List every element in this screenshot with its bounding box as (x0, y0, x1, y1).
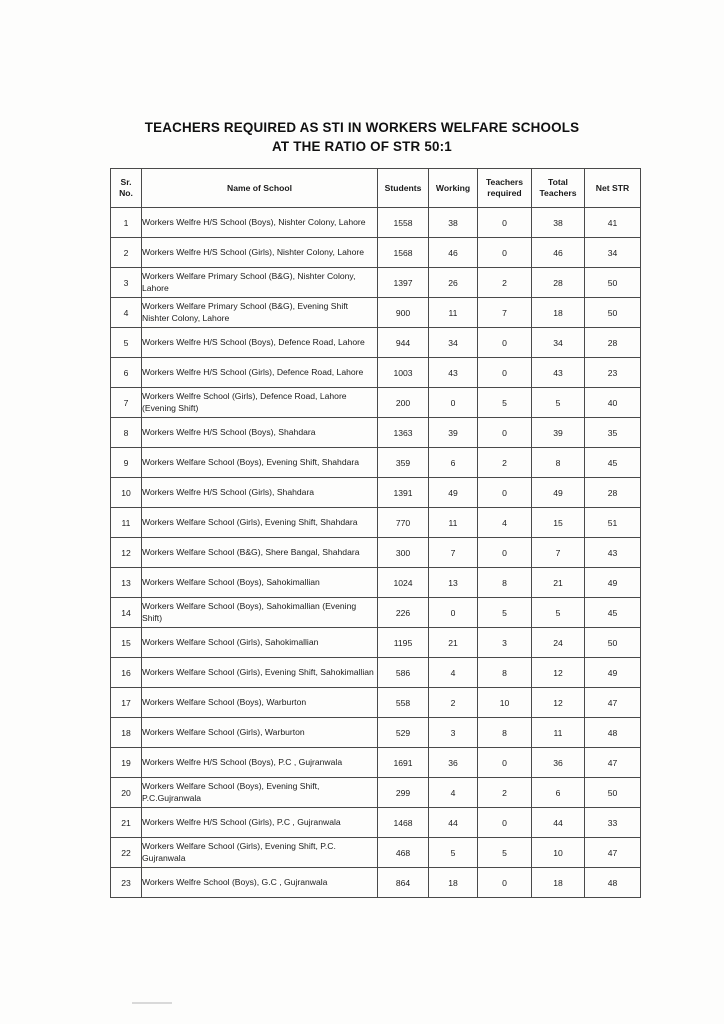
cell-total-teachers: 21 (532, 568, 585, 598)
cell-net-str: 47 (585, 688, 641, 718)
cell-school-name: Workers Welfare School (Boys), Sahokimallian (142, 568, 378, 598)
cell-net-str: 41 (585, 208, 641, 238)
cell-total-teachers: 18 (532, 868, 585, 898)
cell-sr-no: 6 (111, 358, 142, 388)
cell-working: 0 (429, 388, 478, 418)
cell-sr-no: 22 (111, 838, 142, 868)
cell-net-str: 48 (585, 868, 641, 898)
cell-net-str: 49 (585, 568, 641, 598)
cell-teachers-required: 7 (478, 298, 532, 328)
cell-total-teachers: 15 (532, 508, 585, 538)
header-required-line1: Teachers (485, 177, 524, 187)
cell-working: 13 (429, 568, 478, 598)
cell-working: 39 (429, 418, 478, 448)
header-working: Working (429, 169, 478, 208)
cell-school-name: Workers Welfare Primary School (B&G), Nishter Colony, Lahore (142, 268, 378, 298)
cell-net-str: 50 (585, 268, 641, 298)
header-required-line2: required (487, 188, 522, 198)
cell-total-teachers: 10 (532, 838, 585, 868)
cell-net-str: 48 (585, 718, 641, 748)
cell-total-teachers: 38 (532, 208, 585, 238)
cell-school-name: Workers Welfre H/S School (Girls), Shahdara (142, 478, 378, 508)
table-row (111, 598, 641, 628)
cell-net-str: 33 (585, 808, 641, 838)
cell-working: 11 (429, 508, 478, 538)
cell-net-str: 47 (585, 748, 641, 778)
cell-students: 359 (378, 448, 429, 478)
table-row (111, 208, 641, 238)
cell-net-str: 47 (585, 838, 641, 868)
cell-students: 558 (378, 688, 429, 718)
cell-sr-no: 12 (111, 538, 142, 568)
title-line-2: AT THE RATIO OF STR 50:1 (272, 139, 452, 154)
cell-students: 226 (378, 598, 429, 628)
cell-school-name: Workers Welfare School (Girls), Evening Shift, P.C. Gujranwala (142, 838, 378, 868)
cell-total-teachers: 43 (532, 358, 585, 388)
cell-teachers-required: 8 (478, 568, 532, 598)
cell-working: 5 (429, 838, 478, 868)
cell-sr-no: 19 (111, 748, 142, 778)
cell-working: 4 (429, 778, 478, 808)
page-title (0, 118, 724, 156)
cell-sr-no: 15 (111, 628, 142, 658)
cell-students: 468 (378, 838, 429, 868)
cell-total-teachers: 36 (532, 748, 585, 778)
cell-sr-no: 13 (111, 568, 142, 598)
cell-school-name: Workers Welfre H/S School (Girls), P.C , Gujranwala (142, 808, 378, 838)
cell-working: 4 (429, 658, 478, 688)
cell-total-teachers: 18 (532, 298, 585, 328)
cell-students: 1468 (378, 808, 429, 838)
header-sr-line1: Sr. (120, 177, 132, 187)
cell-sr-no: 2 (111, 238, 142, 268)
header-school-name: Name of School (142, 169, 378, 208)
cell-sr-no: 20 (111, 778, 142, 808)
cell-teachers-required: 0 (478, 238, 532, 268)
cell-teachers-required: 5 (478, 838, 532, 868)
cell-working: 3 (429, 718, 478, 748)
cell-students: 200 (378, 388, 429, 418)
cell-students: 1391 (378, 478, 429, 508)
cell-teachers-required: 5 (478, 388, 532, 418)
cell-working: 6 (429, 448, 478, 478)
table-row (111, 808, 641, 838)
cell-sr-no: 10 (111, 478, 142, 508)
schools-table (110, 168, 641, 898)
table-row (111, 418, 641, 448)
cell-students: 770 (378, 508, 429, 538)
cell-net-str: 51 (585, 508, 641, 538)
cell-students: 1003 (378, 358, 429, 388)
cell-school-name: Workers Welfare School (Girls), Evening Shift, Sahokimallian (142, 658, 378, 688)
table-row (111, 778, 641, 808)
table-row (111, 238, 641, 268)
cell-working: 34 (429, 328, 478, 358)
header-net-str: Net STR (585, 169, 641, 208)
cell-teachers-required: 0 (478, 328, 532, 358)
cell-total-teachers: 49 (532, 478, 585, 508)
table-row (111, 658, 641, 688)
cell-total-teachers: 34 (532, 328, 585, 358)
cell-net-str: 50 (585, 298, 641, 328)
cell-students: 1195 (378, 628, 429, 658)
cell-students: 1397 (378, 268, 429, 298)
cell-working: 2 (429, 688, 478, 718)
cell-students: 1024 (378, 568, 429, 598)
cell-students: 1691 (378, 748, 429, 778)
cell-school-name: Workers Welfare School (Girls), Evening Shift, Shahdara (142, 508, 378, 538)
cell-teachers-required: 0 (478, 478, 532, 508)
cell-students: 1558 (378, 208, 429, 238)
cell-working: 44 (429, 808, 478, 838)
cell-students: 864 (378, 868, 429, 898)
cell-teachers-required: 2 (478, 778, 532, 808)
table-row (111, 838, 641, 868)
cell-working: 0 (429, 598, 478, 628)
cell-total-teachers: 39 (532, 418, 585, 448)
cell-total-teachers: 5 (532, 388, 585, 418)
table-row (111, 688, 641, 718)
cell-students: 300 (378, 538, 429, 568)
cell-net-str: 23 (585, 358, 641, 388)
table-row (111, 268, 641, 298)
cell-working: 18 (429, 868, 478, 898)
cell-sr-no: 1 (111, 208, 142, 238)
cell-school-name: Workers Welfre H/S School (Boys), Shahdara (142, 418, 378, 448)
cell-working: 49 (429, 478, 478, 508)
header-total-line2: Teachers (539, 188, 577, 198)
cell-teachers-required: 0 (478, 868, 532, 898)
cell-students: 586 (378, 658, 429, 688)
cell-net-str: 50 (585, 778, 641, 808)
cell-sr-no: 7 (111, 388, 142, 418)
cell-net-str: 34 (585, 238, 641, 268)
cell-working: 11 (429, 298, 478, 328)
cell-sr-no: 9 (111, 448, 142, 478)
page-footer-mark (132, 1002, 172, 1004)
cell-teachers-required: 2 (478, 268, 532, 298)
cell-net-str: 28 (585, 328, 641, 358)
table-body (111, 208, 641, 898)
cell-working: 43 (429, 358, 478, 388)
cell-school-name: Workers Welfre H/S School (Girls), Nishter Colony, Lahore (142, 238, 378, 268)
table-header (111, 169, 641, 208)
cell-school-name: Workers Welfare School (B&G), Shere Bangal, Shahdara (142, 538, 378, 568)
cell-teachers-required: 0 (478, 538, 532, 568)
cell-sr-no: 14 (111, 598, 142, 628)
header-sr-line2: No. (119, 188, 133, 198)
cell-school-name: Workers Welfre School (Girls), Defence Road, Lahore (Evening Shift) (142, 388, 378, 418)
cell-teachers-required: 10 (478, 688, 532, 718)
cell-teachers-required: 0 (478, 418, 532, 448)
cell-school-name: Workers Welfare School (Boys), Evening Shift, P.C.Gujranwala (142, 778, 378, 808)
cell-sr-no: 18 (111, 718, 142, 748)
cell-school-name: Workers Welfre H/S School (Boys), Defence Road, Lahore (142, 328, 378, 358)
cell-total-teachers: 46 (532, 238, 585, 268)
cell-total-teachers: 12 (532, 658, 585, 688)
table-header-row (111, 169, 641, 208)
cell-sr-no: 16 (111, 658, 142, 688)
table-row (111, 448, 641, 478)
cell-teachers-required: 5 (478, 598, 532, 628)
cell-school-name: Workers Welfare School (Boys), Evening Shift, Shahdara (142, 448, 378, 478)
cell-working: 38 (429, 208, 478, 238)
cell-total-teachers: 6 (532, 778, 585, 808)
cell-working: 7 (429, 538, 478, 568)
cell-students: 529 (378, 718, 429, 748)
cell-net-str: 35 (585, 418, 641, 448)
header-teachers-required (478, 169, 532, 208)
cell-total-teachers: 28 (532, 268, 585, 298)
table-row (111, 568, 641, 598)
cell-teachers-required: 0 (478, 748, 532, 778)
cell-sr-no: 21 (111, 808, 142, 838)
cell-total-teachers: 5 (532, 598, 585, 628)
cell-school-name: Workers Welfre H/S School (Boys), Nishter Colony, Lahore (142, 208, 378, 238)
cell-working: 26 (429, 268, 478, 298)
cell-teachers-required: 2 (478, 448, 532, 478)
cell-sr-no: 11 (111, 508, 142, 538)
schools-table-container (110, 168, 633, 898)
cell-students: 1363 (378, 418, 429, 448)
header-sr-no (111, 169, 142, 208)
cell-teachers-required: 0 (478, 358, 532, 388)
cell-students: 900 (378, 298, 429, 328)
cell-total-teachers: 8 (532, 448, 585, 478)
cell-school-name: Workers Welfare School (Girls), Sahokimallian (142, 628, 378, 658)
header-students: Students (378, 169, 429, 208)
cell-net-str: 49 (585, 658, 641, 688)
cell-school-name: Workers Welfare Primary School (B&G), Evening Shift Nishter Colony, Lahore (142, 298, 378, 328)
table-row (111, 718, 641, 748)
cell-school-name: Workers Welfre School (Boys), G.C , Gujranwala (142, 868, 378, 898)
table-row (111, 478, 641, 508)
table-row (111, 748, 641, 778)
cell-teachers-required: 0 (478, 808, 532, 838)
cell-students: 1568 (378, 238, 429, 268)
header-total-line1: Total (548, 177, 568, 187)
cell-sr-no: 8 (111, 418, 142, 448)
cell-net-str: 50 (585, 628, 641, 658)
cell-sr-no: 17 (111, 688, 142, 718)
title-line-1: TEACHERS REQUIRED AS STI IN WORKERS WELFARE SCHOOLS (144, 120, 580, 135)
cell-working: 46 (429, 238, 478, 268)
table-row (111, 328, 641, 358)
cell-total-teachers: 11 (532, 718, 585, 748)
cell-net-str: 43 (585, 538, 641, 568)
cell-sr-no: 3 (111, 268, 142, 298)
cell-sr-no: 23 (111, 868, 142, 898)
cell-school-name: Workers Welfre H/S School (Boys), P.C , Gujranwala (142, 748, 378, 778)
cell-net-str: 45 (585, 448, 641, 478)
cell-total-teachers: 7 (532, 538, 585, 568)
cell-net-str: 45 (585, 598, 641, 628)
table-row (111, 868, 641, 898)
table-row (111, 628, 641, 658)
table-row (111, 388, 641, 418)
cell-sr-no: 5 (111, 328, 142, 358)
cell-teachers-required: 8 (478, 658, 532, 688)
cell-school-name: Workers Welfare School (Boys), Sahokimallian (Evening Shift) (142, 598, 378, 628)
cell-net-str: 28 (585, 478, 641, 508)
cell-working: 21 (429, 628, 478, 658)
table-row (111, 298, 641, 328)
cell-school-name: Workers Welfre H/S School (Girls), Defence Road, Lahore (142, 358, 378, 388)
cell-students: 944 (378, 328, 429, 358)
table-row (111, 538, 641, 568)
cell-students: 299 (378, 778, 429, 808)
table-row (111, 508, 641, 538)
cell-total-teachers: 24 (532, 628, 585, 658)
cell-teachers-required: 8 (478, 718, 532, 748)
cell-school-name: Workers Welfare School (Boys), Warburton (142, 688, 378, 718)
cell-working: 36 (429, 748, 478, 778)
cell-school-name: Workers Welfare School (Girls), Warburton (142, 718, 378, 748)
cell-total-teachers: 44 (532, 808, 585, 838)
header-total-teachers (532, 169, 585, 208)
cell-teachers-required: 0 (478, 208, 532, 238)
cell-total-teachers: 12 (532, 688, 585, 718)
table-row (111, 358, 641, 388)
cell-teachers-required: 3 (478, 628, 532, 658)
cell-sr-no: 4 (111, 298, 142, 328)
cell-teachers-required: 4 (478, 508, 532, 538)
cell-net-str: 40 (585, 388, 641, 418)
